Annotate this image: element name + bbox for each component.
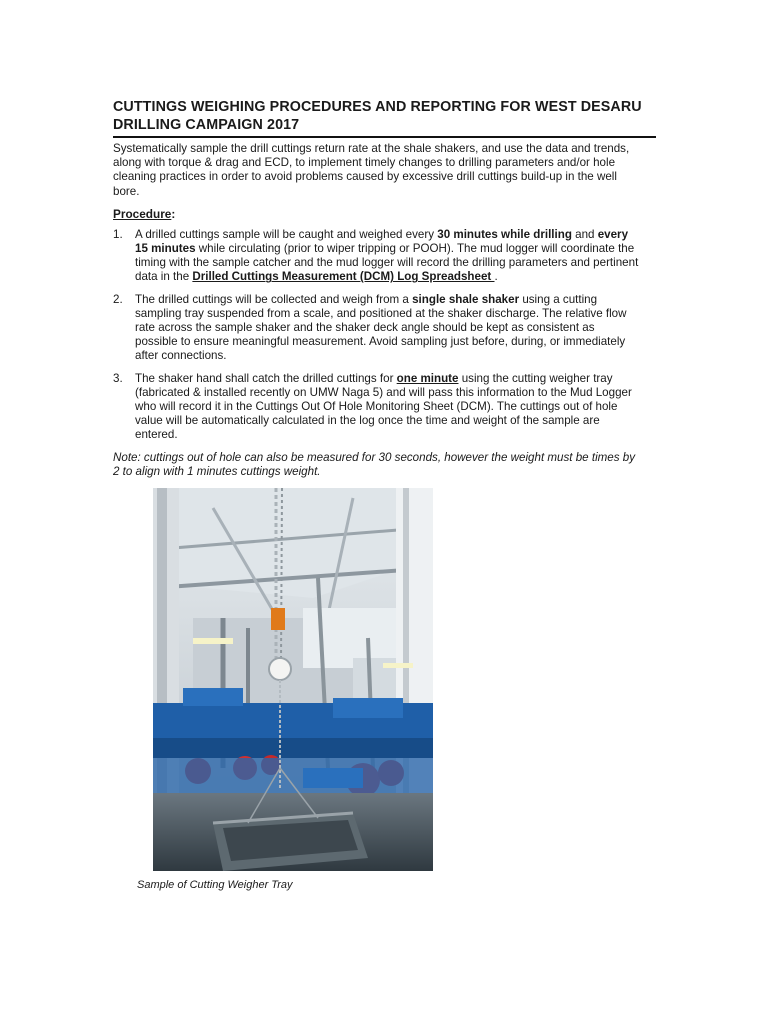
procedure-heading-text: Procedure bbox=[113, 206, 172, 221]
step-text: . bbox=[494, 270, 498, 284]
step-line bbox=[135, 372, 656, 386]
step-text: using the cutting weigher tray bbox=[458, 371, 613, 385]
step-line bbox=[135, 307, 656, 321]
step-text: who will record it in the Cuttings Out Of Hole Monitoring Sheet (DCM). The cuttings out of hole bbox=[135, 400, 618, 414]
document-page bbox=[113, 98, 656, 479]
step-number: 1. bbox=[113, 227, 123, 241]
step-line bbox=[135, 228, 656, 242]
step-text: The shaker hand shall catch the drilled cuttings for bbox=[135, 371, 397, 385]
procedure-step bbox=[113, 372, 656, 443]
step-line bbox=[135, 242, 656, 256]
step-line bbox=[135, 386, 656, 400]
step-emphasis: every bbox=[597, 227, 629, 241]
intro-paragraph bbox=[113, 142, 656, 199]
step-text: entered. bbox=[135, 428, 178, 442]
step-line bbox=[135, 256, 656, 270]
step-text: The drilled cuttings will be collected and weigh from a bbox=[135, 292, 413, 306]
step-text: value will be automatically calculated in the log once the time and weight of the sample are bbox=[135, 414, 600, 428]
note-line: Note: cuttings out of hole can also be measured for 30 seconds, however the weight must be times by bbox=[113, 450, 636, 464]
step-text: rate across the sample shaker and the shaker deck angle should be kept as consistent as bbox=[135, 321, 595, 335]
cutting-weigher-tray-photo bbox=[153, 488, 433, 871]
step-text: while circulating (prior to wiper tripping or POOH). The mud logger will coordinate the bbox=[195, 242, 635, 256]
step-line bbox=[135, 414, 656, 428]
document-title bbox=[113, 98, 656, 138]
procedure-heading-colon: : bbox=[171, 206, 176, 221]
step-line bbox=[135, 321, 656, 335]
title-line-2: DRILLING CAMPAIGN 2017 bbox=[113, 117, 300, 133]
step-emphasis: single shale shaker bbox=[412, 292, 520, 306]
procedure-list bbox=[113, 228, 656, 443]
step-line bbox=[135, 293, 656, 307]
procedure-step bbox=[113, 293, 656, 364]
step-text: (fabricated & installed recently on UMW Naga 5) and will pass this information to the Mud Logger bbox=[135, 385, 632, 399]
note-line: 2 to align with 1 minutes cuttings weight. bbox=[113, 464, 321, 478]
intro-line: cleaning practices in order to avoid problems caused by excessive drill cuttings build-up in the well bbox=[113, 170, 617, 184]
step-emphasis: 30 minutes while drilling bbox=[437, 227, 572, 241]
step-emphasis: 15 minutes bbox=[135, 242, 196, 256]
step-text: sampling tray suspended from a scale, and positioned at the shaker discharge. The relative flow bbox=[135, 306, 627, 320]
photo-caption: Sample of Cutting Weigher Tray bbox=[137, 879, 293, 891]
step-text: using a cutting bbox=[519, 292, 598, 306]
note-paragraph bbox=[113, 451, 656, 479]
step-text: and bbox=[571, 227, 598, 241]
step-line bbox=[135, 335, 656, 349]
intro-line: along with torque & drag and ECD, to implement timely changes to drilling parameters and/or hole bbox=[113, 156, 616, 170]
step-emphasis: one minute bbox=[396, 371, 459, 385]
intro-line: Systematically sample the drill cuttings return rate at the shale shakers, and use the data and trends, bbox=[113, 142, 630, 155]
step-text: possible to ensure meaningful measurement. Avoid sampling just before, during, or immediately bbox=[135, 335, 626, 349]
step-line bbox=[135, 349, 656, 363]
step-text: data in the bbox=[135, 270, 193, 284]
step-line bbox=[135, 428, 656, 442]
step-number: 3. bbox=[113, 371, 123, 385]
procedure-step bbox=[113, 228, 656, 285]
step-text: timing with the sample catcher and the mud logger will record the drilling parameters and pertinent bbox=[135, 256, 639, 270]
step-number: 2. bbox=[113, 292, 123, 306]
procedure-heading bbox=[113, 207, 656, 221]
step-text: after connections. bbox=[135, 349, 227, 363]
intro-line: bore. bbox=[113, 184, 140, 198]
step-line bbox=[135, 270, 656, 284]
step-line bbox=[135, 400, 656, 414]
step-text: A drilled cuttings sample will be caught and weighed every bbox=[135, 227, 438, 241]
title-line-1: CUTTINGS WEIGHING PROCEDURES AND REPORTING FOR WEST DESARU bbox=[113, 99, 642, 115]
step-emphasis: Drilled Cuttings Measurement (DCM) Log Spreadsheet bbox=[192, 270, 495, 284]
